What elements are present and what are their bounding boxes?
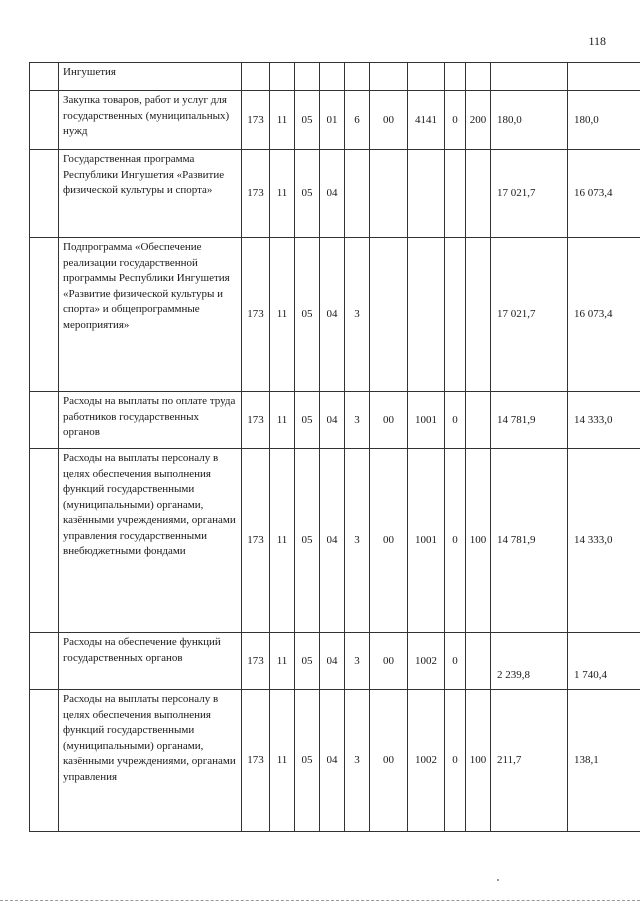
amount-cell: 180,0 [568,91,640,150]
code-cell [466,150,491,238]
code-cell: 173 [242,91,270,150]
row-number-cell [30,633,59,690]
code-cell [320,63,345,91]
code-cell: 11 [270,633,295,690]
code-cell: 1002 [408,690,445,832]
code-cell: 00 [370,449,408,633]
amount-cell: 17 021,7 [491,238,568,392]
code-cell: 05 [295,91,320,150]
code-cell [270,63,295,91]
code-cell: 04 [320,690,345,832]
amount-cell: 180,0 [491,91,568,150]
code-cell [345,150,370,238]
code-cell: 04 [320,150,345,238]
row-number-cell [30,63,59,91]
row-name: Подпрограмма «Обеспечение реализации государственной программы Республики Ингушетия «Развитие физической культуры и спорта» и общепрограммные мероприятия» [59,238,242,392]
code-cell: 100 [466,449,491,633]
code-cell: 4141 [408,91,445,150]
code-cell: 173 [242,449,270,633]
code-cell: 0 [445,449,466,633]
amount-cell: 1 740,4 [568,633,640,690]
code-cell: 11 [270,392,295,449]
code-cell: 04 [320,238,345,392]
code-cell: 05 [295,392,320,449]
code-cell: 200 [466,91,491,150]
amount-cell: 14 333,0 [568,449,640,633]
amount-cell: 14 781,9 [491,392,568,449]
code-cell: 11 [270,238,295,392]
code-cell [445,150,466,238]
code-cell: 11 [270,449,295,633]
amount-cell: 2 239,8 [491,633,568,690]
table-row [30,63,640,91]
page-bottom-line [0,900,640,901]
code-cell: 173 [242,150,270,238]
amount-cell: 16 073,4 [568,238,640,392]
code-cell: 173 [242,238,270,392]
code-cell: 1001 [408,449,445,633]
amount-cell [491,63,568,91]
code-cell: 0 [445,91,466,150]
row-number-cell [30,392,59,449]
amount-cell: 17 021,7 [491,150,568,238]
row-number-cell [30,150,59,238]
code-cell: 05 [295,690,320,832]
row-name: Расходы на выплаты персоналу в целях обеспечения выполнения функций государственными (муниципальными) органами, казёнными учреждениями, органами управления государственными внебюджетными фондами [59,449,242,633]
code-cell: 1002 [408,633,445,690]
row-name: Расходы на обеспечение функций государственных органов [59,633,242,690]
code-cell: 11 [270,91,295,150]
code-cell: 0 [445,690,466,832]
code-cell [466,238,491,392]
code-cell [408,150,445,238]
code-cell: 6 [345,91,370,150]
code-cell [445,238,466,392]
row-name: Расходы на выплаты персоналу в целях обеспечения выполнения функций государственными (муниципальными) органами, казёнными учреждениями, органами управления [59,690,242,832]
code-cell: 04 [320,449,345,633]
table-row [30,449,640,633]
code-cell [466,392,491,449]
code-cell: 3 [345,392,370,449]
amount-cell [568,63,640,91]
table-row [30,91,640,150]
code-cell: 173 [242,633,270,690]
code-cell: 05 [295,633,320,690]
code-cell: 11 [270,150,295,238]
code-cell: 173 [242,392,270,449]
code-cell [466,63,491,91]
code-cell [242,63,270,91]
table-row [30,690,640,832]
amount-cell: 16 073,4 [568,150,640,238]
row-number-cell [30,91,59,150]
budget-table [29,62,640,832]
code-cell: 0 [445,392,466,449]
code-cell [345,63,370,91]
amount-cell: 211,7 [491,690,568,832]
code-cell [370,150,408,238]
code-cell: 3 [345,633,370,690]
code-cell: 05 [295,449,320,633]
row-name: Расходы на выплаты по оплате труда работников государственных органов [59,392,242,449]
page-number: 118 [588,34,606,48]
table-row [30,633,640,690]
code-cell [408,238,445,392]
code-cell: 11 [270,690,295,832]
amount-cell: 14 333,0 [568,392,640,449]
table-row [30,392,640,449]
code-cell: 3 [345,238,370,392]
row-name: Государственная программа Республики Ингушетия «Развитие физической культуры и спорта» [59,150,242,238]
amount-cell: 138,1 [568,690,640,832]
code-cell: 05 [295,238,320,392]
code-cell: 1001 [408,392,445,449]
row-number-cell [30,238,59,392]
code-cell: 04 [320,633,345,690]
row-name: Закупка товаров, работ и услуг для государственных (муниципальных) нужд [59,91,242,150]
code-cell [295,63,320,91]
code-cell: 04 [320,392,345,449]
scan-speck [497,879,499,881]
code-cell: 173 [242,690,270,832]
table-row [30,150,640,238]
code-cell: 00 [370,392,408,449]
code-cell: 01 [320,91,345,150]
code-cell [370,238,408,392]
code-cell [466,633,491,690]
code-cell: 05 [295,150,320,238]
code-cell: 00 [370,633,408,690]
code-cell: 3 [345,690,370,832]
row-number-cell [30,690,59,832]
code-cell [370,63,408,91]
code-cell: 0 [445,633,466,690]
code-cell: 00 [370,91,408,150]
row-number-cell [30,449,59,633]
code-cell: 100 [466,690,491,832]
table-row [30,238,640,392]
code-cell [408,63,445,91]
code-cell: 3 [345,449,370,633]
row-name: Ингушетия [59,63,242,91]
code-cell [445,63,466,91]
amount-cell: 14 781,9 [491,449,568,633]
code-cell: 00 [370,690,408,832]
